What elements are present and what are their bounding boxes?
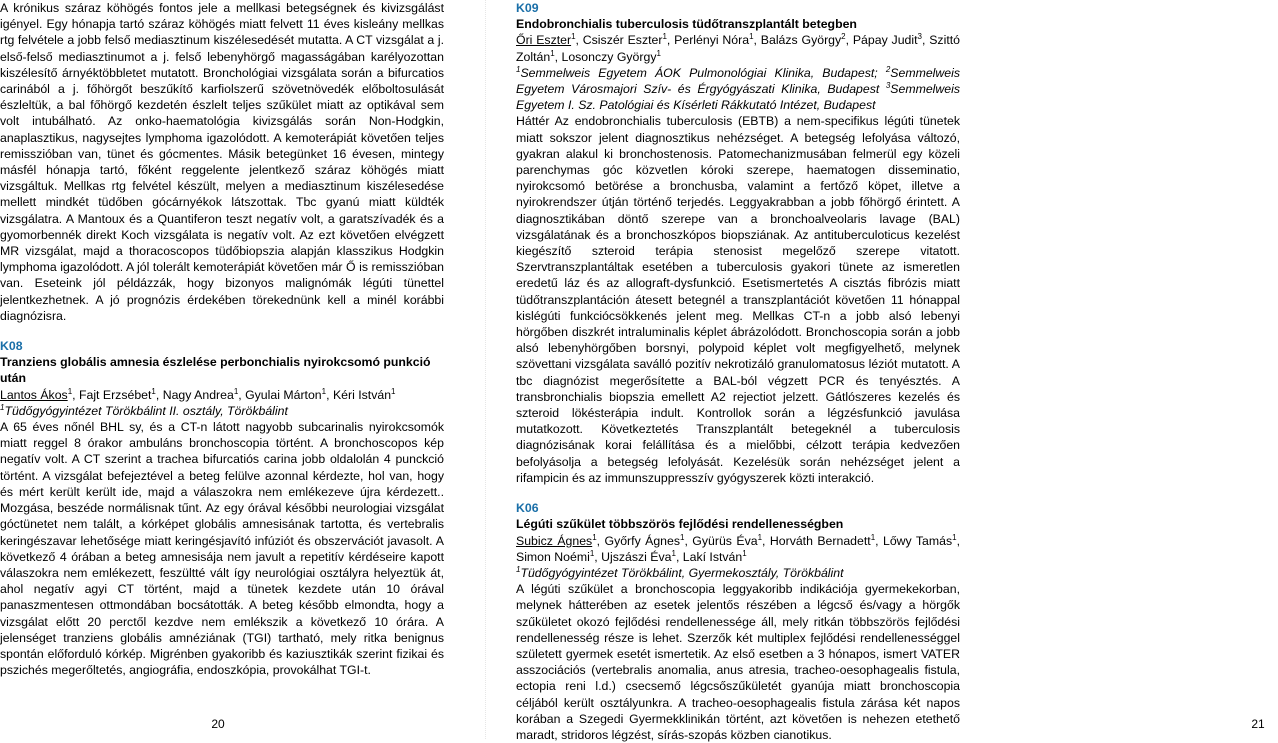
left-page xyxy=(0,0,444,739)
author-name: , Nagy Andrea xyxy=(155,387,234,402)
author-affiliation-mark: 1 xyxy=(151,386,156,396)
affiliation-text: Semmelweis Egyetem Városmajori Szív- és Érgyógyászati Klinika, Budapest xyxy=(516,65,960,97)
author-affiliation-mark: 1 xyxy=(749,32,754,42)
abstract-title: Légúti szűkület többszörös fejlődési rendellenességben xyxy=(516,517,844,532)
co-authors xyxy=(72,388,395,402)
author-name: , Balázs György xyxy=(753,33,842,48)
abstract-authors: Őri Eszter$^1$, Csiszér Eszter$^1$, Perlényi Nóra$^1$, Balázs György$^2$, Pápay Judit$^3$, Szittó Zoltán$^1$, Losonczy György$^1$ xyxy=(516,32,960,64)
author-affiliation-mark: 1 xyxy=(870,532,876,542)
author-affiliation-mark: 2 xyxy=(841,32,846,42)
author-affiliation-mark: 1 xyxy=(233,386,239,396)
author-affiliation-mark: 1 xyxy=(757,532,763,542)
author-name: , Csiszér Eszter xyxy=(575,33,663,48)
affiliation-text: Semmelweis Egyetem ÁOK Pulmonológiai Klinika, Budapest; xyxy=(520,65,886,80)
author-name: , Perlényi Nóra xyxy=(666,33,750,48)
abstract-code: K06 xyxy=(516,501,539,516)
abstract-authors: Subicz Ágnes$^1$, Győrfy Ágnes$^1$, Gyürüs Éva$^1$, Horváth Bernadett$^1$, Lőwy Tamás$^1$, Simon Noémi$^1$, Ujszászi Éva$^1$, Lakí István$^1$ xyxy=(516,532,960,564)
affiliation-mark: 1 xyxy=(516,564,521,574)
author-affiliation-mark: 1 xyxy=(671,548,676,558)
intro-paragraph: A krónikus száraz köhögés fontos jele a mellkasi betegségnek és kivizsgálást igényel. Egy hónapja tartó száraz köhögés miatt felvett 11 éves kisleány mellkas rtg felvétele a jobb felső mediasztinum kiszélesedését mutatta. A CT vizsgálat a j. első-felső mediasztinumot a j. felső lebenyhörgő magasságában karélyozottan kiszélesítő árnyéktöbbletet mutatott. Bronchológiai vizsgálata során a bifurcatios carinából a j. főhörgőt beszűkítő karfiolszerű szövetnövedék előboltosulását észleltük, a bal főhörgő kezdetén észlelt teljes szűkület miatt az optikával sem volt intubálható. Az onko-haematológia kivizsgálás során Non-Hodgkin, anaplasztikus, nagysejtes lymphoma igazolódott. A kemoterápiát követően teljes remisszióban van, tünet és gócmentes. Másik betegünket 16 évesen, mintegy másfél hónapja tartó, főként reggelente jelentkező száraz köhögés miatt vizsgáltuk. Mellkas rtg felvétel készült, melyen a mediasztinum kiszélesedése mellett mindkét tüdőben gócárnyékok látszottak. Tbc gyanú miatt küldték vizsgálatra. A Mantoux és a Quantiferon teszt negatív volt, a garatszívadék és a gyomorbennék direkt Koch vizsgálata is negatív volt. Az ezt követően elvégzett MR vizsgálat, majd a thoracoscopos tüdőbiopszia alapján klasszikus Hodgkin lymphoma igazolódott. A jól tolerált kemoterápiát követően már Ő is remisszióban van. Eseteink jól példázzák, hogy bizonyos malignómák légúti tünettel jelentkezhetnek. A jó prognózis érdekében törekednünk kell a minél korábbi diagnózisra. xyxy=(0,1,444,323)
author-affiliation-mark: 1 xyxy=(321,386,327,396)
affiliation-mark: 3 xyxy=(885,80,891,90)
author-affiliation-mark: 1 xyxy=(742,548,747,558)
author-name: , Lőwy Tamás xyxy=(875,533,953,548)
author-name: , Gyulai Márton xyxy=(238,387,322,402)
author-name: , Simon Noémi xyxy=(516,533,960,564)
affiliation-mark: 1 xyxy=(0,402,5,412)
author-name: , Losonczy György xyxy=(554,49,657,64)
author-name: , Horváth Bernadett xyxy=(762,533,871,548)
affiliation-text: Semmelweis Egyetem I. Sz. Patológiai és Kísérleti Rákkutató Intézet, Budapest xyxy=(516,82,960,113)
author-affiliation-mark: 1 xyxy=(589,548,595,558)
page-number: 20 xyxy=(211,717,225,731)
page-divider xyxy=(485,0,486,739)
author-name: , Pápay Judit xyxy=(845,33,918,48)
co-authors xyxy=(516,33,960,63)
abstract-title: Endobronchialis tuberculosis tüdőtranszplantált betegben xyxy=(516,17,857,32)
author-affiliation-mark: 1 xyxy=(952,532,957,542)
abstract-code: K08 xyxy=(0,339,23,354)
presenting-author: Őri Eszter xyxy=(516,33,572,48)
author-affiliation-mark: 3 xyxy=(917,32,922,42)
author-affiliation-mark: 1 xyxy=(656,48,661,58)
abstract-body: Háttér Az endobronchialis tuberculosis (EBTB) a nem-specifikus légúti tünetek miatt sokszor jelent diagnosztikus nehézséget. A betegség lefolyása változó, gyakran alakul ki bronchostenosis. Patomechanizmusában felmerül egy közeli parenchymas góc közvetlen kóroki szerepe, haematogen disseminatio, nyirokcsomó betörése a bronchusba, valamint a fertőző köpet, illetve a nyirokrendszer útján történő terjedés. Leggyakrabban a jobb főhörgő érintett. A diagnosztikában döntő szerepe van a bronchoalveolaris lavage (BAL) vizsgálatának és a bronchoszkópos biopsziának. Az antituberculoticus kezelést kiegészítő szteroid terápia stenosist megelőző szerepe vitatott. Szervtranszplantáltak esetében a tuberculosis gyakori tünete az ismeretlen eredetű láz és az allograft-dysfunkció. Esetismertetés A cisztás fibrózis miatt tüdőtranszplantáción átesett betegnél a transzplantációt követően 11 hónappal kislégúti funkciócsökkenés jelent meg. Mellkas CT-n a jobb alsó lebenyi hörgőben diszkrét intraluminalis képlet ábrázolódott. Bronchoscopia során a jobb alsó lebenyhörgőben borsnyi, polypoid képlet volt megfigyelhető, melynek szövettani vizsgálata saválló pozitív nekrotizáló granulomatosus léziót mutatott. A tbc diagnózist megerősítette a BAL-ból végzett PCR és tenyésztés. A transbronchialis biopszia emellett A2 rejectiot jelzett. Gátlószeres kezelés és szteroid lökésterápia indult. Kontrollok során a légzésfunkció javulása mutatkozott. Következtetés Transzplantált betegeknél a tuberculosis diagnózisának korai felállítása és a mielőbbi, célzott terápia kedvezően befolyásolja a betegség lefolyását. Kezelésük során nehézséget jelent a rifampicin és az immunszuppresszív gyógyszerek közti interakció. xyxy=(516,114,960,485)
author-name: , Győrfy Ágnes xyxy=(596,533,681,548)
abstract-code: K09 xyxy=(516,1,539,15)
abstract-title: Tranziens globális amnesia észlelése perbonchialis nyirokcsomó punkció után xyxy=(0,355,431,386)
abstract-authors: Lantos Ákos$^1$, Fajt Erzsébet$^1$, Nagy Andrea$^1$, Gyulai Márton$^1$, Kéri István$^1$ xyxy=(0,386,396,402)
author-affiliation-mark: 1 xyxy=(680,532,685,542)
author-name: , Ujszászi Éva xyxy=(594,549,672,564)
author-name: , Kéri István xyxy=(326,387,392,402)
left-column xyxy=(0,0,444,678)
affiliation-text: Tüdőgyógyintézet Törökbálint, Gyermekosztály, Törökbálint xyxy=(520,565,844,580)
right-page xyxy=(516,0,1265,742)
author-name: , Gyürüs Éva xyxy=(684,533,758,548)
presenting-author: Lantos Ákos xyxy=(0,387,68,402)
author-name: , Fajt Erzsébet xyxy=(72,387,152,402)
page-number: 21 xyxy=(1251,717,1265,731)
abstract-affiliation xyxy=(516,565,960,581)
author-affiliation-mark: 1 xyxy=(662,32,667,42)
author-affiliation-mark: 1 xyxy=(391,386,396,396)
affiliation-text: Tüdőgyógyintézet Törökbálint II. osztály, Törökbálint xyxy=(4,403,288,418)
author-name: , Lakí István xyxy=(675,549,743,564)
abstract-body: A 65 éves nőnél BHL sy, és a CT-n látott nagyobb subcarinalis nyirokcsomók miatt reggel 8 órakor ambuláns bronchoscopia történt. A bronchoscopos kép negatív volt. A CT szerint a trachea bifurcatiós carina jobb oldalolán 4 punckció történt. A vizsgálat befejeztével a beteg felülve azonnal kérdezte, hol van, hogy és mért került került ide, majd a válaszokra nem emlékezeve újra kérdezett.. Mozgása, beszéde normálisnak tűnt. Az egy órával későbbi neurologiai vizsgálat góctünetet nem talált, a kórképet globális amnesisának tartotta, és vertebralis keringészavar lehetősége miatt keringésjavító infúziót és obszervációt javasolt. A következő 4 órában a beteg amnesisája nem javult a repetitív kérdéseire kapott válaszokra nem emlékezett, feszültté vált így neurológiai osztályra helyeztük át, ahol negatív agyi CT történt, majd a tünetek kezdete után 10 órával panaszmentesen ottmondában bocsátották. A beteg később elmondta, hogy a vizsgálat előtt 20 perctől kezdve nem emlékszik a következő 10 órára. A jelenséget tranziens globális amnéziának (TGI) tartható, mely ritka benignus spontán előforduló kórkép. Migrénben gyakoribb és kaziusztikák szerint fizikai és pszichés megerőltetés, angiográfia, endoszkópia, provokálhat TGI-t. xyxy=(0,420,444,678)
presenting-author: Subicz Ágnes xyxy=(516,533,593,548)
abstract-body: A légúti szűkület a bronchoscopia leggyakoribb indikációja gyermekekorban, melynek hátterében az esetek jelentős részében a légcső és/vagy a hörgők szűkületet okozó fejlődési rendellenessége áll, mely ritkán többszörös fejlődési rendellenesség része is lehet. Szerzők két multiplex fejlődési rendellenességgel született gyermek esetét ismertetik. Az első esetben a 3 hónapos, ismert VATER asszociációs (vertebralis anomalia, anus atresia, tracheo-oesophagealis fistula, ectopia reni l.d.) csecsemő légcsőszűkületét gyanúja miatt bronchoscopia céljából került osztályunkra. A tracheo-oesophagealis fistula zárása két napos korában a Szegedi Gyermekklinikán történt, azt követően is nehezen etethető maradt, stridoros légzést, sírás-szopás közben cianotikus. xyxy=(516,582,960,742)
abstract-affiliation xyxy=(516,65,960,114)
abstract-affiliation xyxy=(0,403,444,419)
affiliation-mark: 2 xyxy=(885,64,891,74)
author-name: , Szittó Zoltán xyxy=(516,33,960,64)
author-affiliation-mark: 1 xyxy=(550,48,555,58)
right-column xyxy=(516,0,960,743)
affiliation-mark: 1 xyxy=(516,64,521,74)
